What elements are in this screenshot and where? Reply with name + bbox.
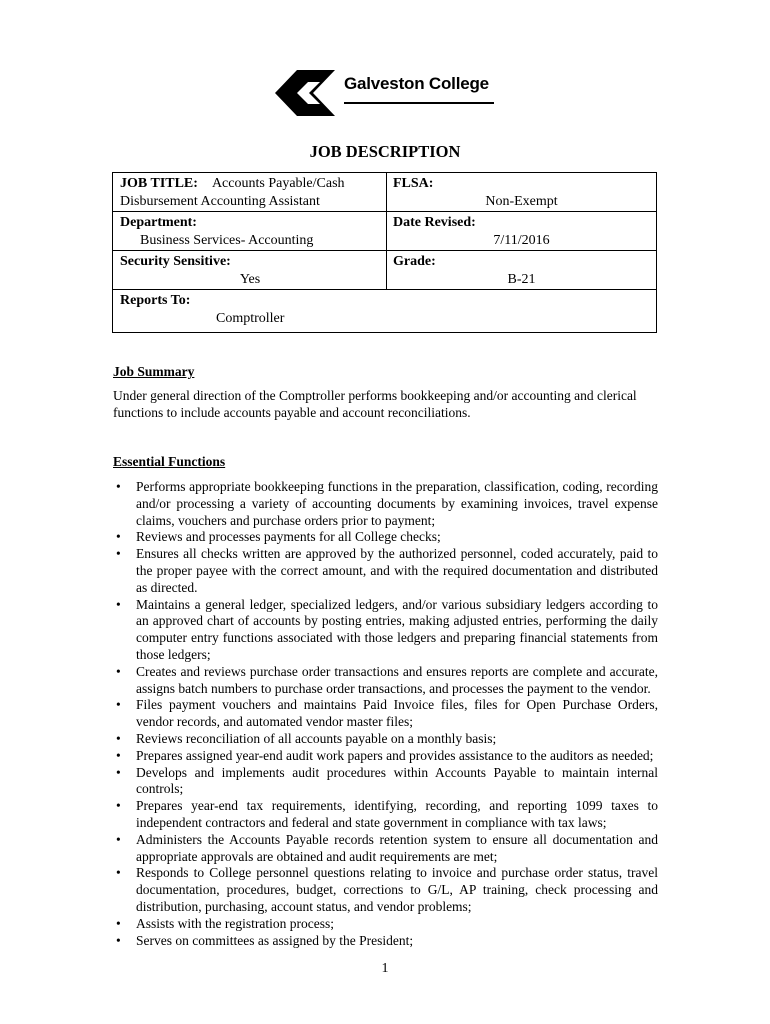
department-cell <box>113 212 387 250</box>
function-item: • Prepares assigned year-end audit work papers and provides assistance to the auditors as needed; <box>113 748 658 765</box>
logo-chevron-icon <box>275 70 345 116</box>
grade-label: Grade: <box>393 254 436 269</box>
function-item: • Performs appropriate bookkeeping functions in the preparation, classification, coding, recording and/or processing a variety of accounting documents by examining invoices, travel expense claims, vouchers and purchase orders prior to payment; <box>113 479 658 529</box>
security-cell <box>113 251 387 289</box>
security-label: Security Sensitive: <box>120 254 231 269</box>
info-row-department <box>113 212 656 251</box>
function-item: • Develops and implements audit procedures within Accounts Payable to maintain internal controls; <box>113 765 658 799</box>
job-title-cell <box>113 173 387 211</box>
date-revised-value: 7/11/2016 <box>493 233 550 248</box>
flsa-label: FLSA: <box>393 176 434 191</box>
function-item: • Maintains a general ledger, specialized ledgers, and/or various subsidiary ledgers according to an approved chart of accounts by posting entries, making adjusted entries, performing the daily computer entry functions associated with those ledgers and preparing financial statements from those ledgers; <box>113 597 658 664</box>
job-title-value-line1: Accounts Payable/Cash <box>211 176 345 191</box>
function-item: • Prepares year-end tax requirements, identifying, recording, and reporting 1099 taxes to independent contractors and federal and state government in compliance with tax laws; <box>113 798 658 832</box>
function-item: • Responds to College personnel questions relating to invoice and purchase order status, travel documentation, procedures, budget, corrections to G/L, AP training, check processing and distribution, purchasing, account status, and vendor problems; <box>113 865 658 915</box>
reports-to-label: Reports To: <box>120 293 191 308</box>
job-title-value-line2: Disbursement Accounting Assistant <box>120 194 320 209</box>
reports-to-value: Comptroller <box>216 311 285 326</box>
info-row-title <box>113 173 656 212</box>
flsa-value: Non-Exempt <box>485 194 558 209</box>
function-item: • Administers the Accounts Payable records retention system to ensure all documentation and appropriate approvals are obtained and audit requirements are met; <box>113 832 658 866</box>
essential-functions-heading: Essential Functions <box>113 454 226 469</box>
reports-to-cell <box>113 290 656 332</box>
date-revised-cell <box>387 212 656 250</box>
function-item: • Serves on committees as assigned by the President; <box>113 933 658 950</box>
function-item: • Files payment vouchers and maintains Paid Invoice files, files for Open Purchase Orders, vendor records, and automated vendor master files; <box>113 697 658 731</box>
job-info-table <box>112 172 657 333</box>
logo-underline <box>344 102 494 104</box>
function-item: • Reviews and processes payments for all College checks; <box>113 529 658 546</box>
function-item: • Ensures all checks written are approved by the authorized personnel, coded accurately, paid to the proper payee with the correct amount, and with the required documentation and distributed as directed. <box>113 546 658 596</box>
date-revised-label: Date Revised: <box>393 215 476 230</box>
college-logo <box>275 68 500 118</box>
function-item: • Reviews reconciliation of all accounts payable on a monthly basis; <box>113 731 658 748</box>
job-title-label: JOB TITLE: <box>120 176 198 191</box>
info-row-security <box>113 251 656 290</box>
document-title: JOB DESCRIPTION <box>309 142 461 161</box>
grade-cell <box>387 251 656 289</box>
job-summary-heading: Job Summary <box>113 364 195 379</box>
flsa-cell <box>387 173 656 211</box>
function-item: • Creates and reviews purchase order transactions and ensures reports are complete and accurate, assigns batch numbers to purchase order transactions, and processes the payment to the vendor. <box>113 664 658 698</box>
job-summary-text: Under general direction of the Comptroller performs bookkeeping and/or accounting and clerical functions to include accounts payable and account reconciliations. <box>113 388 637 420</box>
department-value: Business Services- Accounting <box>140 233 314 248</box>
info-row-reports-to <box>113 290 656 332</box>
logo-text: Galveston College <box>344 74 489 93</box>
page-number: 1 <box>381 961 389 976</box>
security-value: Yes <box>239 272 261 287</box>
grade-value: B-21 <box>507 272 536 287</box>
essential-functions-list <box>113 479 658 949</box>
function-item: • Assists with the registration process; <box>113 916 658 933</box>
department-label: Department: <box>120 215 197 230</box>
